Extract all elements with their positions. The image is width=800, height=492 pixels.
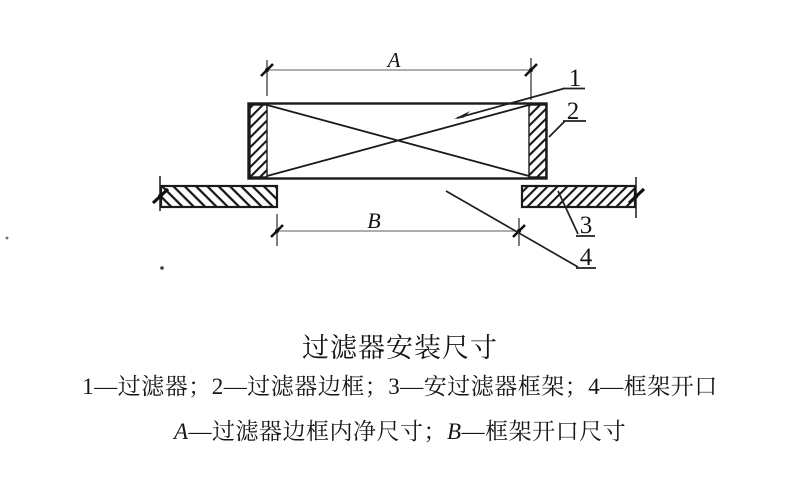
dim-b-label: B — [367, 208, 381, 233]
callout-1-number: 1 — [568, 65, 582, 92]
dimension-a — [261, 48, 537, 100]
figure-title: 过滤器安装尺寸 — [302, 333, 498, 363]
filter-unit — [249, 104, 547, 179]
legend-dim-b-text: —框架开口尺寸 — [461, 419, 627, 444]
frame-bar-right — [522, 186, 635, 207]
dim-a-dot-left — [265, 68, 269, 72]
filter-frame-right-strip — [529, 105, 546, 177]
dim-a-dot-right — [529, 68, 533, 72]
frame-right-end-dot — [634, 194, 639, 199]
scan-speck — [160, 266, 164, 270]
figure-legend-parts: 1—过滤器；2—过滤器边框；3—安过滤器框架；4—框架开口 — [82, 374, 718, 399]
callout-2-leader — [549, 121, 565, 137]
scan-speck — [6, 237, 9, 240]
callout-2-filter-border — [549, 98, 586, 137]
callout-3-number: 3 — [579, 212, 593, 239]
dim-b-dot-left — [275, 229, 279, 233]
legend-dim-b-symbol: B — [447, 419, 462, 444]
legend-dim-a-symbol: A — [173, 419, 189, 444]
callout-2-number: 2 — [566, 98, 580, 125]
filter-frame-left-strip — [250, 105, 267, 177]
mounting-frame — [153, 176, 644, 218]
callout-4-number: 4 — [579, 244, 593, 271]
frame-left-end-dot — [158, 194, 163, 199]
figure-legend-dimensions — [0, 413, 800, 446]
legend-dim-a-text: —过滤器边框内净尺寸； — [188, 419, 447, 444]
frame-bar-left — [161, 186, 277, 207]
dim-a-label: A — [387, 48, 401, 72]
callout-1-filter — [454, 65, 585, 119]
callouts — [446, 65, 596, 271]
